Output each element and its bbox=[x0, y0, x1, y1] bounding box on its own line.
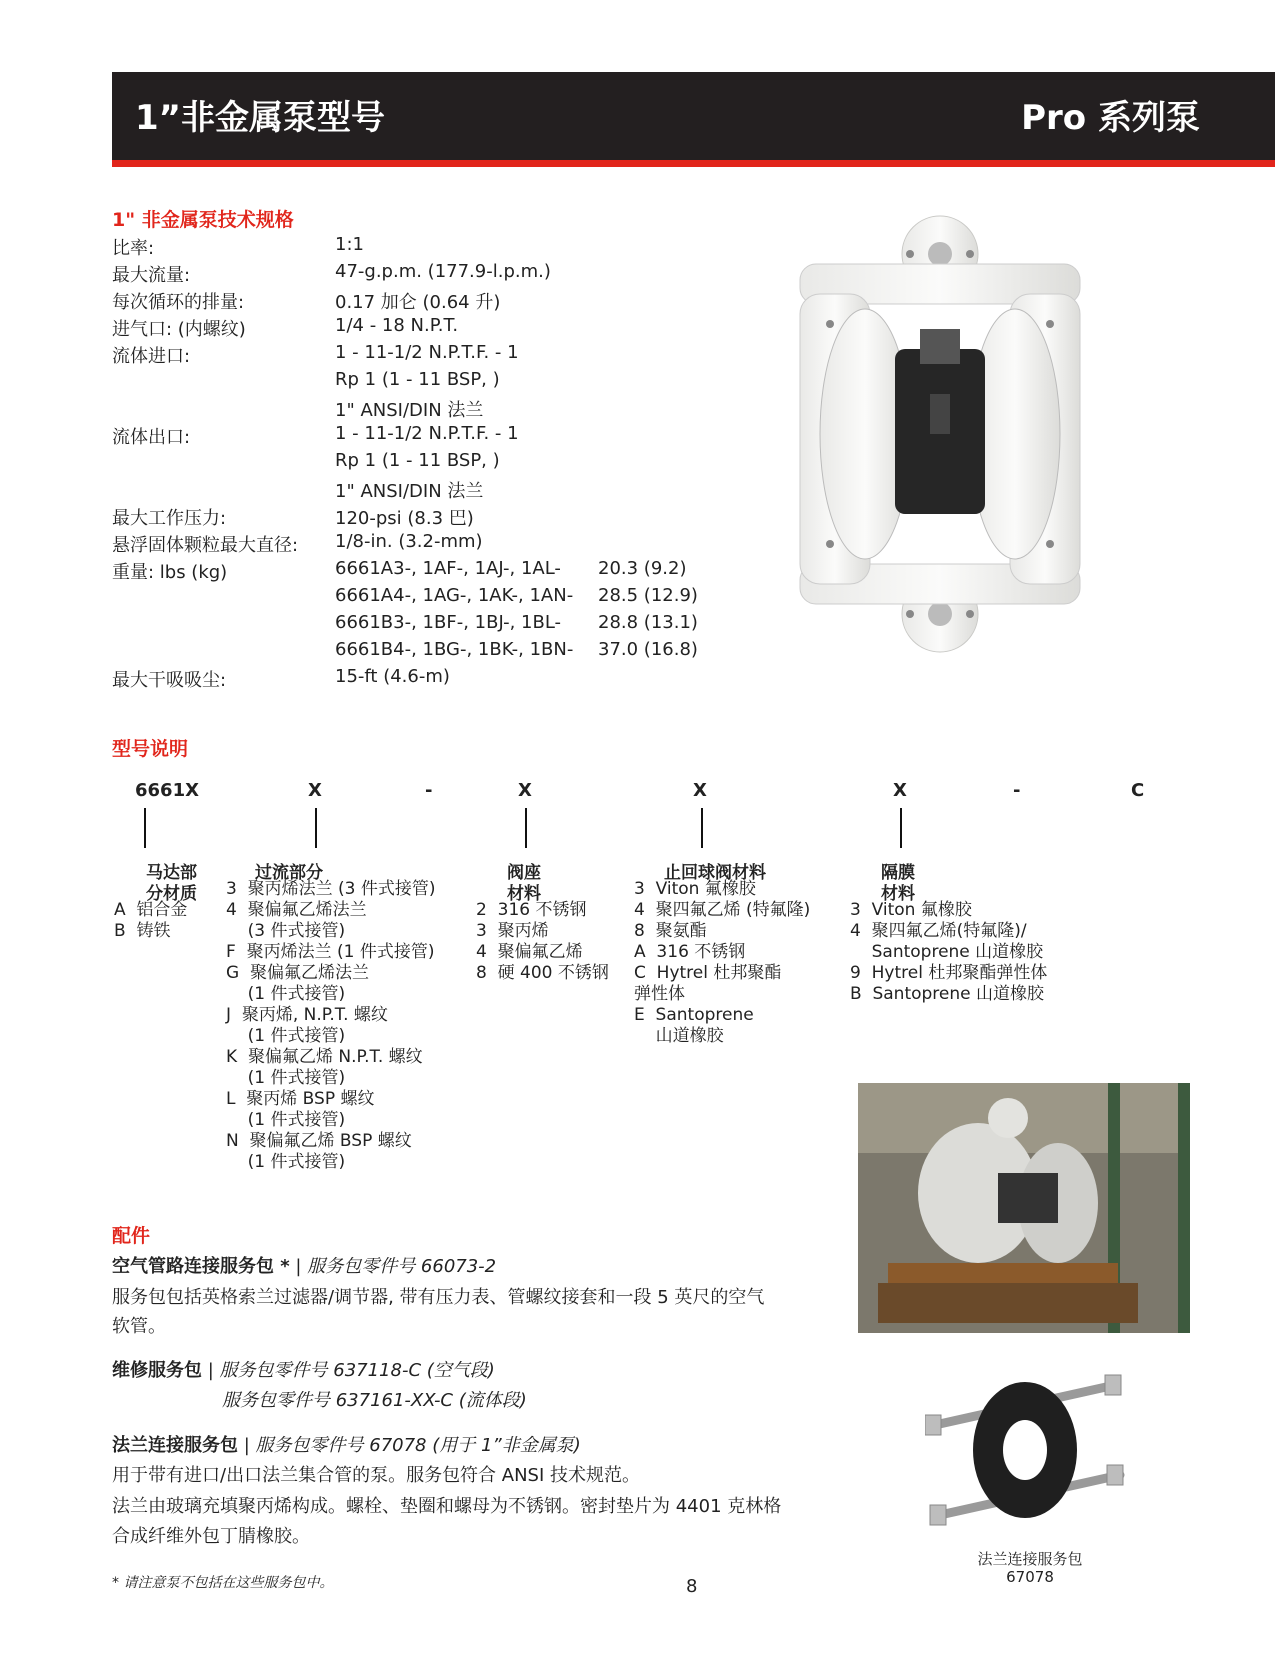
spec-weight: 37.0 (16.8) bbox=[598, 639, 698, 660]
specs-heading: 1" 非金属泵技术规格 bbox=[112, 209, 294, 231]
header-red-stripe bbox=[112, 160, 1275, 167]
air-kit-line: 空气管路连接服务包 * | 服务包零件号 66073-2 bbox=[112, 1256, 497, 1277]
option-line: (1 件式接管) bbox=[226, 1152, 346, 1172]
wetted-options bbox=[226, 879, 436, 1173]
option-line: B Santoprene 山道橡胶 bbox=[850, 984, 1045, 1004]
option-line: 4 聚四氟乙烯(特氟隆)/ bbox=[850, 921, 1027, 941]
option-line: 2 316 不锈钢 bbox=[476, 900, 587, 920]
spec-value: 1" ANSI/DIN 法兰 bbox=[335, 481, 484, 502]
option-line: 山道橡胶 bbox=[634, 1026, 724, 1046]
series-title: Pro 系列泵 bbox=[1021, 98, 1200, 138]
spec-value: 6661B3-, 1BF-, 1BJ-, 1BL- bbox=[335, 612, 562, 633]
spec-label: 最大干吸吸尘: bbox=[112, 670, 227, 691]
option-line: 3 Viton 氟橡胶 bbox=[634, 879, 756, 899]
accessories-heading: 配件 bbox=[112, 1225, 151, 1247]
spec-value: 6661A4-, 1AG-, 1AK-, 1AN- bbox=[335, 585, 574, 606]
flange-kit-part: 服务包零件号 67078 (用于 1”非金属泵) bbox=[255, 1435, 581, 1456]
seat-connector-line bbox=[525, 808, 527, 848]
model-heading: 型号说明 bbox=[112, 738, 189, 760]
ball-head: 止回球阀材料 bbox=[664, 863, 766, 883]
spec-value: 1/8-in. (3.2-mm) bbox=[335, 531, 483, 552]
diaphragm-head-2: 材料 bbox=[881, 884, 915, 904]
repair-kit-title: 维修服务包 bbox=[112, 1360, 202, 1381]
motor-head-2: 分材质 bbox=[146, 884, 197, 904]
spec-value: 1 - 11-1/2 N.P.T.F. - 1 bbox=[335, 342, 519, 363]
seat-options bbox=[476, 900, 609, 984]
spec-value: 6661A3-, 1AF-, 1AJ-, 1AL- bbox=[335, 558, 561, 579]
option-line: J 聚丙烯, N.P.T. 螺纹 bbox=[226, 1005, 388, 1025]
option-line: (3 件式接管) bbox=[226, 921, 346, 941]
flange-kit-desc-3: 合成纤维外包丁腈橡胶。 bbox=[112, 1526, 310, 1547]
option-line: F 聚丙烯法兰 (1 件式接管) bbox=[226, 942, 435, 962]
spec-weight: 20.3 (9.2) bbox=[598, 558, 687, 579]
air-kit-desc-1: 服务包包括英格索兰过滤器/调节器, 带有压力表、管螺纹接套和一段 5 英尺的空气 bbox=[112, 1287, 765, 1308]
spec-value: Rp 1 (1 - 11 BSP, ) bbox=[335, 450, 500, 471]
spec-label: 最大工作压力: bbox=[112, 508, 227, 529]
spec-value: 6661B4-, 1BG-, 1BK-, 1BN- bbox=[335, 639, 574, 660]
seat-head-2: 材料 bbox=[507, 884, 541, 904]
flange-kit-caption: 法兰连接服务包 bbox=[977, 1550, 1083, 1568]
option-line: A 316 不锈钢 bbox=[634, 942, 746, 962]
flange-kit-line: 法兰连接服务包 | 服务包零件号 67078 (用于 1”非金属泵) bbox=[112, 1435, 581, 1456]
spec-label: 比率: bbox=[112, 238, 155, 259]
option-line: (1 件式接管) bbox=[226, 1026, 346, 1046]
code-part-2: X bbox=[308, 780, 322, 801]
air-kit-desc-2: 软管。 bbox=[112, 1316, 166, 1337]
repair-kit-part-1: 服务包零件号 637118-C (空气段) bbox=[219, 1360, 495, 1381]
option-line: G 聚偏氟乙烯法兰 bbox=[226, 963, 369, 983]
option-line: N 聚偏氟乙烯 BSP 螺纹 bbox=[226, 1131, 412, 1151]
flange-kit-image bbox=[925, 1365, 1125, 1535]
repair-kit-part-2: 服务包零件号 637161-XX-C (流体段) bbox=[222, 1390, 527, 1411]
air-kit-title: 空气管路连接服务包 * bbox=[112, 1256, 290, 1277]
spec-weight: 28.8 (13.1) bbox=[598, 612, 698, 633]
spec-label: 重量: lbs (kg) bbox=[112, 562, 228, 583]
option-line: E Santoprene bbox=[634, 1005, 754, 1025]
option-line: 3 聚丙烯法兰 (3 件式接管) bbox=[226, 879, 436, 899]
pump-image bbox=[790, 214, 1090, 654]
spec-value: 1 - 11-1/2 N.P.T.F. - 1 bbox=[335, 423, 519, 444]
installed-pump-photo bbox=[858, 1083, 1190, 1333]
motor-head-1: 马达部 bbox=[146, 863, 197, 883]
code-part-4: X bbox=[693, 780, 707, 801]
ball-connector-line bbox=[701, 808, 703, 848]
option-line: 4 聚偏氟乙烯 bbox=[476, 942, 583, 962]
spec-value: 1/4 - 18 N.P.T. bbox=[335, 315, 459, 336]
option-line: L 聚丙烯 BSP 螺纹 bbox=[226, 1089, 375, 1109]
wetted-connector-line bbox=[315, 808, 317, 848]
spec-label: 悬浮固体颗粒最大直径: bbox=[112, 535, 299, 556]
option-line: 4 聚偏氟乙烯法兰 bbox=[226, 900, 367, 920]
spec-label: 最大流量: bbox=[112, 265, 191, 286]
spec-value: 1:1 bbox=[335, 234, 364, 255]
flange-kit-title: 法兰连接服务包 bbox=[112, 1435, 238, 1456]
option-line: K 聚偏氟乙烯 N.P.T. 螺纹 bbox=[226, 1047, 423, 1067]
spec-value: 1" ANSI/DIN 法兰 bbox=[335, 400, 484, 421]
spec-value: 120-psi (8.3 巴) bbox=[335, 508, 474, 529]
diaphragm-options bbox=[850, 900, 1047, 1005]
spec-value: 47-g.p.m. (177.9-l.p.m.) bbox=[335, 261, 551, 282]
page-number: 8 bbox=[686, 1576, 698, 1597]
air-kit-part: 服务包零件号 66073-2 bbox=[307, 1256, 497, 1277]
option-line: 弹性体 bbox=[634, 984, 685, 1004]
diaphragm-connector-line bbox=[900, 808, 902, 848]
spec-label: 流体进口: bbox=[112, 346, 191, 367]
option-line: (1 件式接管) bbox=[226, 1110, 346, 1130]
flange-kit-desc-2: 法兰由玻璃充填聚丙烯构成。螺栓、垫圈和螺母为不锈钢。密封垫片为 4401 克林格 bbox=[112, 1496, 782, 1517]
flange-kit-caption-number: 67078 bbox=[1006, 1568, 1054, 1586]
option-line: 9 Hytrel 杜邦聚酯弹性体 bbox=[850, 963, 1048, 983]
repair-kit-line: 维修服务包 | 服务包零件号 637118-C (空气段) bbox=[112, 1360, 495, 1381]
option-line: Santoprene 山道橡胶 bbox=[850, 942, 1044, 962]
footer-note: * 请注意泵不包括在这些服务包中。 bbox=[112, 1575, 334, 1591]
option-line: 4 聚四氟乙烯 (特氟隆) bbox=[634, 900, 811, 920]
code-part-3: X bbox=[518, 780, 532, 801]
spec-value: 0.17 加仑 (0.64 升) bbox=[335, 292, 501, 313]
code-dash-1: - bbox=[425, 780, 433, 801]
motor-connector-line bbox=[144, 808, 146, 848]
option-line: C Hytrel 杜邦聚酯 bbox=[634, 963, 782, 983]
option-line: 3 Viton 氟橡胶 bbox=[850, 900, 972, 920]
code-part-5: X bbox=[893, 780, 907, 801]
option-line: A 铝合金 bbox=[114, 900, 188, 920]
option-line: 8 聚氨酯 bbox=[634, 921, 707, 941]
code-dash-2: - bbox=[1013, 780, 1021, 801]
option-line: (1 件式接管) bbox=[226, 984, 346, 1004]
page-title: 1”非金属泵型号 bbox=[135, 98, 386, 138]
motor-options bbox=[114, 900, 187, 942]
ball-options bbox=[634, 879, 810, 1047]
spec-weight: 28.5 (12.9) bbox=[598, 585, 698, 606]
spec-value: 15-ft (4.6-m) bbox=[335, 666, 450, 687]
option-line: (1 件式接管) bbox=[226, 1068, 346, 1088]
seat-head-1: 阀座 bbox=[507, 863, 541, 883]
code-part-6: C bbox=[1131, 780, 1145, 801]
spec-label: 每次循环的排量: bbox=[112, 292, 245, 313]
spec-label: 进气口: (内螺纹) bbox=[112, 319, 246, 340]
option-line: B 铸铁 bbox=[114, 921, 171, 941]
wetted-head: 过流部分 bbox=[255, 863, 323, 883]
diaphragm-head-1: 隔膜 bbox=[881, 863, 915, 883]
option-line: 3 聚丙烯 bbox=[476, 921, 549, 941]
spec-label: 流体出口: bbox=[112, 427, 191, 448]
option-line: 8 硬 400 不锈钢 bbox=[476, 963, 609, 983]
spec-value: Rp 1 (1 - 11 BSP, ) bbox=[335, 369, 500, 390]
code-part-1: 6661X bbox=[135, 780, 199, 801]
flange-kit-desc-1: 用于带有进口/出口法兰集合管的泵。服务包符合 ANSI 技术规范。 bbox=[112, 1465, 641, 1486]
